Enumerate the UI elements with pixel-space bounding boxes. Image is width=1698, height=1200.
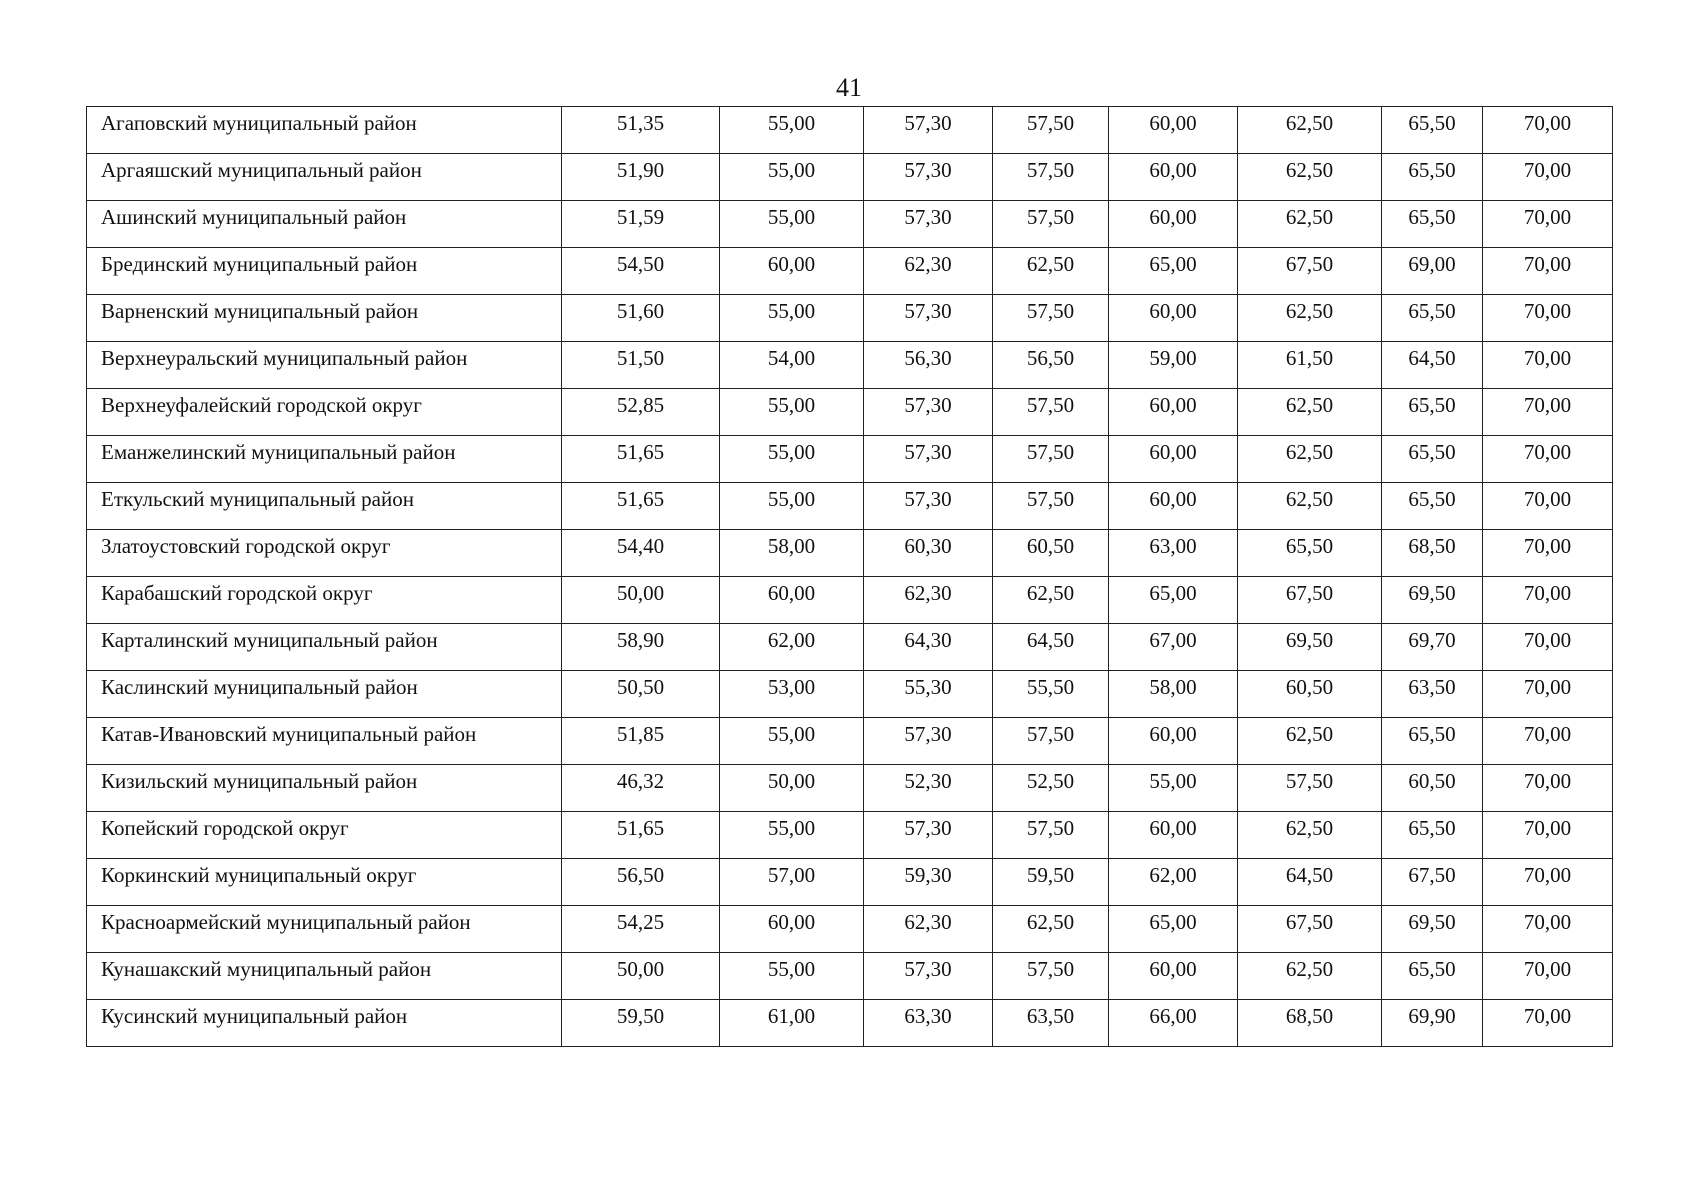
value-cell: 65,50 <box>1382 718 1483 765</box>
value-cell: 55,00 <box>720 201 864 248</box>
value-cell: 62,50 <box>1238 483 1382 530</box>
table-row <box>87 577 1613 624</box>
district-name-cell: Еткульский муниципальный район <box>87 483 562 530</box>
value-cell: 63,30 <box>864 1000 993 1047</box>
value-cell: 56,50 <box>562 859 720 906</box>
value-cell: 55,00 <box>720 436 864 483</box>
value-cell: 57,50 <box>993 295 1109 342</box>
district-name-cell: Карабашский городской округ <box>87 577 562 624</box>
value-cell: 55,00 <box>720 483 864 530</box>
table-row <box>87 953 1613 1000</box>
value-cell: 62,50 <box>993 906 1109 953</box>
value-cell: 51,50 <box>562 342 720 389</box>
value-cell: 65,50 <box>1382 483 1483 530</box>
district-name-cell: Верхнеуральский муниципальный район <box>87 342 562 389</box>
value-cell: 69,50 <box>1238 624 1382 671</box>
district-name-cell: Карталинский муниципальный район <box>87 624 562 671</box>
value-cell: 68,50 <box>1382 530 1483 577</box>
value-cell: 59,00 <box>1109 342 1238 389</box>
district-name-cell: Катав-Ивановский муниципальный район <box>87 718 562 765</box>
value-cell: 55,00 <box>720 154 864 201</box>
value-cell: 65,00 <box>1109 577 1238 624</box>
table-row <box>87 859 1613 906</box>
value-cell: 57,30 <box>864 295 993 342</box>
value-cell: 65,50 <box>1382 389 1483 436</box>
table-row <box>87 389 1613 436</box>
value-cell: 60,00 <box>1109 812 1238 859</box>
value-cell: 57,50 <box>993 483 1109 530</box>
value-cell: 62,50 <box>993 248 1109 295</box>
district-name-cell: Красноармейский муниципальный район <box>87 906 562 953</box>
value-cell: 54,40 <box>562 530 720 577</box>
value-cell: 51,65 <box>562 483 720 530</box>
table-row <box>87 718 1613 765</box>
value-cell: 69,50 <box>1382 577 1483 624</box>
value-cell: 67,50 <box>1238 577 1382 624</box>
value-cell: 62,50 <box>1238 295 1382 342</box>
district-name-cell: Копейский городской округ <box>87 812 562 859</box>
value-cell: 70,00 <box>1483 389 1613 436</box>
table-row <box>87 906 1613 953</box>
value-cell: 65,50 <box>1382 436 1483 483</box>
district-name-cell: Кунашакский муниципальный район <box>87 953 562 1000</box>
value-cell: 65,50 <box>1382 107 1483 154</box>
district-name-cell: Златоустовский городской округ <box>87 530 562 577</box>
value-cell: 57,50 <box>993 107 1109 154</box>
value-cell: 70,00 <box>1483 765 1613 812</box>
value-cell: 69,00 <box>1382 248 1483 295</box>
value-cell: 68,50 <box>1238 1000 1382 1047</box>
value-cell: 46,32 <box>562 765 720 812</box>
value-cell: 70,00 <box>1483 906 1613 953</box>
value-cell: 57,30 <box>864 436 993 483</box>
value-cell: 52,85 <box>562 389 720 436</box>
value-cell: 58,90 <box>562 624 720 671</box>
district-name-cell: Брединский муниципальный район <box>87 248 562 295</box>
value-cell: 57,30 <box>864 953 993 1000</box>
value-cell: 58,00 <box>720 530 864 577</box>
value-cell: 65,00 <box>1109 248 1238 295</box>
value-cell: 54,00 <box>720 342 864 389</box>
value-cell: 55,00 <box>720 389 864 436</box>
value-cell: 65,50 <box>1382 953 1483 1000</box>
value-cell: 60,00 <box>1109 436 1238 483</box>
value-cell: 70,00 <box>1483 671 1613 718</box>
value-cell: 54,25 <box>562 906 720 953</box>
value-cell: 50,00 <box>562 953 720 1000</box>
value-cell: 55,50 <box>993 671 1109 718</box>
value-cell: 51,65 <box>562 812 720 859</box>
value-cell: 57,30 <box>864 389 993 436</box>
value-cell: 55,00 <box>720 718 864 765</box>
district-name-cell: Верхнеуфалейский городской округ <box>87 389 562 436</box>
value-cell: 51,35 <box>562 107 720 154</box>
value-cell: 70,00 <box>1483 483 1613 530</box>
value-cell: 55,00 <box>720 953 864 1000</box>
value-cell: 60,00 <box>1109 718 1238 765</box>
value-cell: 54,50 <box>562 248 720 295</box>
value-cell: 69,90 <box>1382 1000 1483 1047</box>
page-number: 41 <box>836 73 862 102</box>
value-cell: 51,60 <box>562 295 720 342</box>
value-cell: 65,50 <box>1382 154 1483 201</box>
value-cell: 57,30 <box>864 201 993 248</box>
value-cell: 57,50 <box>993 436 1109 483</box>
value-cell: 57,00 <box>720 859 864 906</box>
value-cell: 55,00 <box>1109 765 1238 812</box>
value-cell: 60,00 <box>1109 953 1238 1000</box>
value-cell: 61,00 <box>720 1000 864 1047</box>
value-cell: 52,30 <box>864 765 993 812</box>
value-cell: 64,50 <box>1382 342 1483 389</box>
value-cell: 67,50 <box>1238 906 1382 953</box>
value-cell: 70,00 <box>1483 107 1613 154</box>
value-cell: 60,50 <box>1238 671 1382 718</box>
table-row <box>87 154 1613 201</box>
value-cell: 63,50 <box>993 1000 1109 1047</box>
value-cell: 62,50 <box>1238 953 1382 1000</box>
table-row <box>87 295 1613 342</box>
table-body <box>87 107 1613 1047</box>
value-cell: 62,50 <box>1238 436 1382 483</box>
table-row <box>87 1000 1613 1047</box>
value-cell: 59,50 <box>993 859 1109 906</box>
value-cell: 51,90 <box>562 154 720 201</box>
value-cell: 70,00 <box>1483 718 1613 765</box>
table-row <box>87 248 1613 295</box>
value-cell: 56,30 <box>864 342 993 389</box>
table-row <box>87 201 1613 248</box>
value-cell: 55,00 <box>720 107 864 154</box>
value-cell: 70,00 <box>1483 812 1613 859</box>
value-cell: 64,30 <box>864 624 993 671</box>
value-cell: 60,00 <box>720 906 864 953</box>
value-cell: 62,00 <box>1109 859 1238 906</box>
value-cell: 62,00 <box>720 624 864 671</box>
value-cell: 51,59 <box>562 201 720 248</box>
value-cell: 62,30 <box>864 906 993 953</box>
value-cell: 70,00 <box>1483 953 1613 1000</box>
value-cell: 70,00 <box>1483 154 1613 201</box>
value-cell: 51,85 <box>562 718 720 765</box>
table-row <box>87 483 1613 530</box>
value-cell: 60,00 <box>720 577 864 624</box>
value-cell: 55,00 <box>720 295 864 342</box>
data-table <box>86 106 1613 1047</box>
value-cell: 70,00 <box>1483 1000 1613 1047</box>
value-cell: 59,30 <box>864 859 993 906</box>
value-cell: 60,50 <box>1382 765 1483 812</box>
value-cell: 57,50 <box>1238 765 1382 812</box>
value-cell: 57,30 <box>864 107 993 154</box>
value-cell: 62,50 <box>993 577 1109 624</box>
value-cell: 57,50 <box>993 389 1109 436</box>
district-name-cell: Агаповский муниципальный район <box>87 107 562 154</box>
district-name-cell: Еманжелинский муниципальный район <box>87 436 562 483</box>
table-row <box>87 624 1613 671</box>
value-cell: 62,50 <box>1238 389 1382 436</box>
value-cell: 60,00 <box>1109 483 1238 530</box>
value-cell: 62,30 <box>864 577 993 624</box>
value-cell: 62,50 <box>1238 812 1382 859</box>
value-cell: 70,00 <box>1483 342 1613 389</box>
value-cell: 62,50 <box>1238 107 1382 154</box>
value-cell: 57,50 <box>993 154 1109 201</box>
value-cell: 57,50 <box>993 953 1109 1000</box>
value-cell: 52,50 <box>993 765 1109 812</box>
value-cell: 64,50 <box>993 624 1109 671</box>
value-cell: 55,30 <box>864 671 993 718</box>
district-name-cell: Коркинский муниципальный округ <box>87 859 562 906</box>
value-cell: 65,50 <box>1238 530 1382 577</box>
value-cell: 60,50 <box>993 530 1109 577</box>
value-cell: 65,50 <box>1382 812 1483 859</box>
value-cell: 62,30 <box>864 248 993 295</box>
value-cell: 60,00 <box>1109 295 1238 342</box>
value-cell: 57,30 <box>864 483 993 530</box>
table-row <box>87 107 1613 154</box>
value-cell: 57,50 <box>993 718 1109 765</box>
table-row <box>87 342 1613 389</box>
table-row <box>87 765 1613 812</box>
value-cell: 62,50 <box>1238 718 1382 765</box>
value-cell: 56,50 <box>993 342 1109 389</box>
value-cell: 66,00 <box>1109 1000 1238 1047</box>
value-cell: 53,00 <box>720 671 864 718</box>
value-cell: 62,50 <box>1238 154 1382 201</box>
value-cell: 51,65 <box>562 436 720 483</box>
value-cell: 67,00 <box>1109 624 1238 671</box>
table-row <box>87 436 1613 483</box>
value-cell: 60,00 <box>1109 389 1238 436</box>
value-cell: 67,50 <box>1382 859 1483 906</box>
value-cell: 70,00 <box>1483 436 1613 483</box>
value-cell: 61,50 <box>1238 342 1382 389</box>
value-cell: 60,30 <box>864 530 993 577</box>
value-cell: 55,00 <box>720 812 864 859</box>
value-cell: 69,50 <box>1382 906 1483 953</box>
table-row <box>87 671 1613 718</box>
value-cell: 70,00 <box>1483 295 1613 342</box>
value-cell: 70,00 <box>1483 530 1613 577</box>
value-cell: 57,30 <box>864 812 993 859</box>
value-cell: 70,00 <box>1483 248 1613 295</box>
value-cell: 60,00 <box>1109 154 1238 201</box>
value-cell: 67,50 <box>1238 248 1382 295</box>
value-cell: 60,00 <box>1109 107 1238 154</box>
value-cell: 62,50 <box>1238 201 1382 248</box>
value-cell: 57,50 <box>993 201 1109 248</box>
value-cell: 60,00 <box>720 248 864 295</box>
value-cell: 63,00 <box>1109 530 1238 577</box>
district-name-cell: Каслинский муниципальный район <box>87 671 562 718</box>
value-cell: 60,00 <box>1109 201 1238 248</box>
value-cell: 50,00 <box>562 577 720 624</box>
value-cell: 70,00 <box>1483 859 1613 906</box>
value-cell: 50,00 <box>720 765 864 812</box>
value-cell: 59,50 <box>562 1000 720 1047</box>
district-name-cell: Ашинский муниципальный район <box>87 201 562 248</box>
table-row <box>87 812 1613 859</box>
district-name-cell: Кизильский муниципальный район <box>87 765 562 812</box>
value-cell: 50,50 <box>562 671 720 718</box>
value-cell: 57,50 <box>993 812 1109 859</box>
value-cell: 64,50 <box>1238 859 1382 906</box>
district-name-cell: Аргаяшский муниципальный район <box>87 154 562 201</box>
value-cell: 57,30 <box>864 154 993 201</box>
district-name-cell: Кусинский муниципальный район <box>87 1000 562 1047</box>
value-cell: 70,00 <box>1483 577 1613 624</box>
value-cell: 58,00 <box>1109 671 1238 718</box>
table-row <box>87 530 1613 577</box>
value-cell: 57,30 <box>864 718 993 765</box>
value-cell: 70,00 <box>1483 624 1613 671</box>
value-cell: 70,00 <box>1483 201 1613 248</box>
value-cell: 63,50 <box>1382 671 1483 718</box>
district-name-cell: Варненский муниципальный район <box>87 295 562 342</box>
value-cell: 65,50 <box>1382 295 1483 342</box>
value-cell: 65,00 <box>1109 906 1238 953</box>
value-cell: 69,70 <box>1382 624 1483 671</box>
value-cell: 65,50 <box>1382 201 1483 248</box>
